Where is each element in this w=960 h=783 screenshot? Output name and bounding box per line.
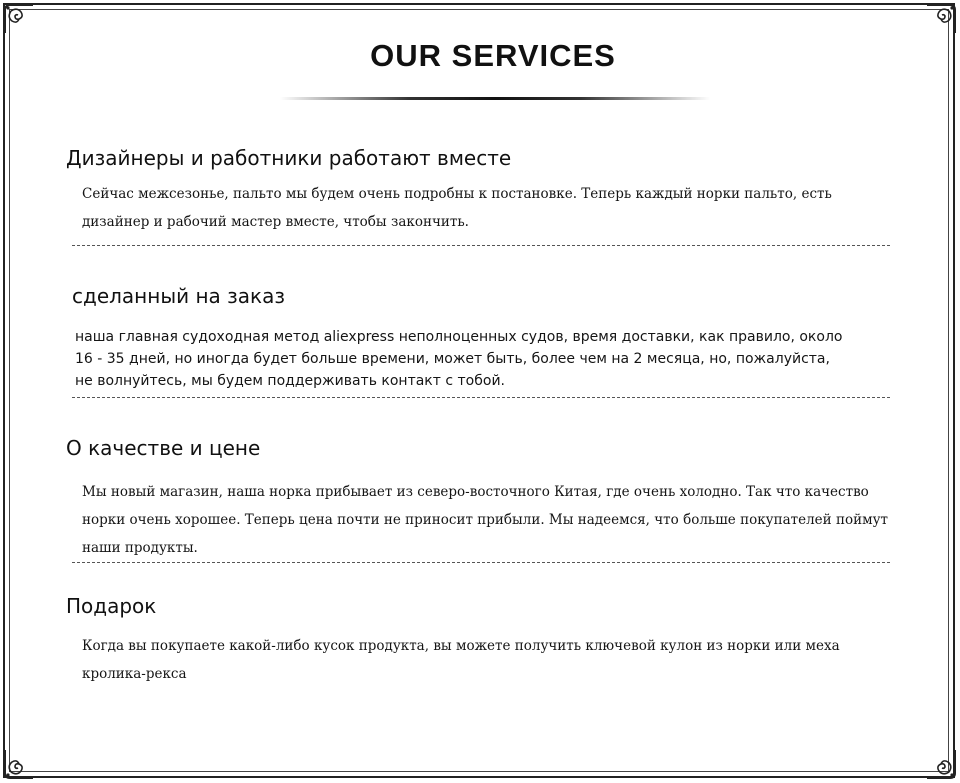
title-underline <box>280 97 710 100</box>
page-frame-inner <box>9 9 949 772</box>
text-line: Мы новый магазин, наша норка прибывает из северо-восточного Китая, где очень холодно. Так что качество <box>82 484 869 500</box>
corner-ornament-top-right <box>924 2 958 36</box>
page-title: OUR SERVICES <box>370 38 616 73</box>
corner-ornament-bottom-left <box>2 747 36 781</box>
text-line: Когда вы покупаете какой-либо кусок продукта, вы можете получить ключевой кулон из норки или меха <box>82 638 840 654</box>
text-line: наша главная судоходная метод aliexpress неполноценных судов, время доставки, как правило, около <box>75 329 843 345</box>
text-line: не волнуйтесь, мы будем поддерживать контакт с тобой. <box>75 373 505 389</box>
corner-ornament-top-left <box>2 2 36 36</box>
text-line: норки очень хорошее. Теперь цена почти не приносит прибыли. Мы надеемся, что больше покупателей поймут <box>82 512 888 528</box>
section-heading-quality-price: О качестве и цене <box>66 436 261 460</box>
text-line: кролика-рекса <box>82 666 187 682</box>
text-line: наши продукты. <box>82 540 198 556</box>
section-heading-custom-order: сделанный на заказ <box>72 284 286 308</box>
text-line: дизайнер и рабочий мастер вместе, чтобы закончить. <box>82 214 469 230</box>
section-divider <box>72 562 890 563</box>
section-heading-gift: Подарок <box>66 594 157 618</box>
section-divider <box>72 397 890 398</box>
section-divider <box>72 245 890 246</box>
section-heading-designers: Дизайнеры и работники работают вместе <box>66 146 512 170</box>
corner-ornament-bottom-right <box>924 747 958 781</box>
text-line: Сейчас межсезонье, пальто мы будем очень подробны к постановке. Теперь каждый норки пальто, есть <box>82 186 832 202</box>
text-line: 16 - 35 дней, но иногда будет больше времени, может быть, более чем на 2 месяца, но, пожалуйста, <box>75 351 830 367</box>
